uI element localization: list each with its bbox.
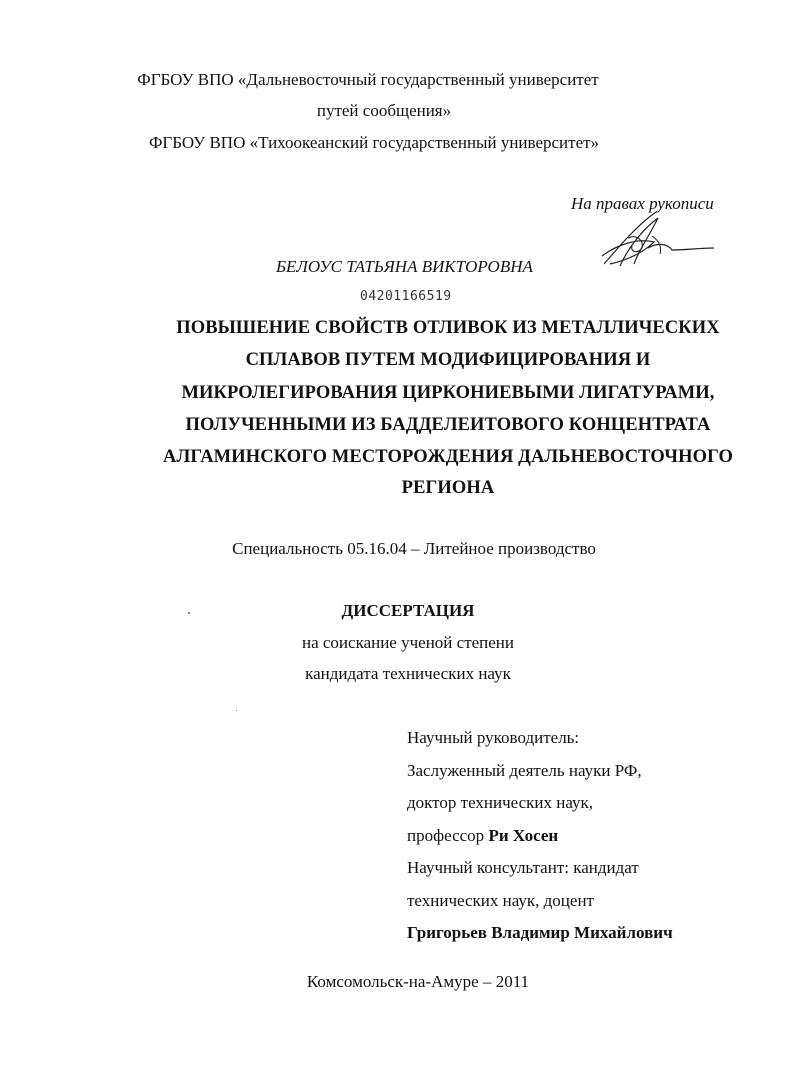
advisors-block — [407, 722, 673, 950]
registration-number: 04201166519 — [360, 289, 452, 304]
scan-speck — [236, 710, 237, 711]
work-type-line-2: кандидата технических наук — [305, 664, 511, 683]
work-type-line-1: на соискание ученой степени — [301, 633, 515, 652]
institution-line-2: путей сообщения» — [316, 101, 452, 120]
title-line-3: МИКРОЛЕГИРОВАНИЯ ЦИРКОНИЕВЫМИ ЛИГАТУРАМИ, — [181, 383, 715, 403]
consultant-name: Григорьев Владимир Михайлович — [407, 923, 673, 942]
handwritten-signature — [598, 208, 718, 278]
author-name: БЕЛОУС ТАТЬЯНА ВИКТОРОВНА — [276, 257, 533, 276]
title-line-4: ПОЛУЧЕННЫМИ ИЗ БАДДЕЛЕИТОВОГО КОНЦЕНТРАТА — [185, 415, 711, 435]
advisor-line-3: доктор технических наук, — [407, 793, 594, 812]
institution-line-1: ФГБОУ ВПО «Дальневосточный государственный университет — [137, 70, 599, 89]
institution-line-3: ФГБОУ ВПО «Тихоокеанский государственный университет» — [148, 133, 600, 152]
title-line-2: СПЛАВОВ ПУТЕМ МОДИФИЦИРОВАНИЯ И — [245, 350, 651, 370]
advisor-line-6: технических наук, доцент — [407, 890, 594, 910]
title-line-6: РЕГИОНА — [401, 478, 495, 498]
advisor-line-5: Научный консультант: кандидат — [407, 858, 639, 877]
manuscript-note: На правах рукописи — [571, 194, 714, 213]
advisor-line-4 — [407, 820, 673, 853]
specialty: Специальность 05.16.04 – Литейное производство — [232, 539, 596, 558]
advisor-rank: профессор — [407, 825, 489, 845]
advisor-line-1: Научный руководитель: — [407, 728, 580, 747]
title-line-1: ПОВЫШЕНИЕ СВОЙСТВ ОТЛИВОК ИЗ МЕТАЛЛИЧЕСКИХ — [176, 318, 720, 338]
city-year: Комсомольск-на-Амуре – 2011 — [306, 972, 530, 991]
title-line-5: АЛГАМИНСКОГО МЕСТОРОЖДЕНИЯ ДАЛЬНЕВОСТОЧНОГО — [163, 447, 733, 467]
work-type-heading: ДИССЕРТАЦИЯ — [341, 601, 475, 620]
advisor-name: Ри Хосен — [488, 825, 559, 845]
advisor-line-2: Заслуженный деятель науки РФ, — [407, 760, 642, 780]
